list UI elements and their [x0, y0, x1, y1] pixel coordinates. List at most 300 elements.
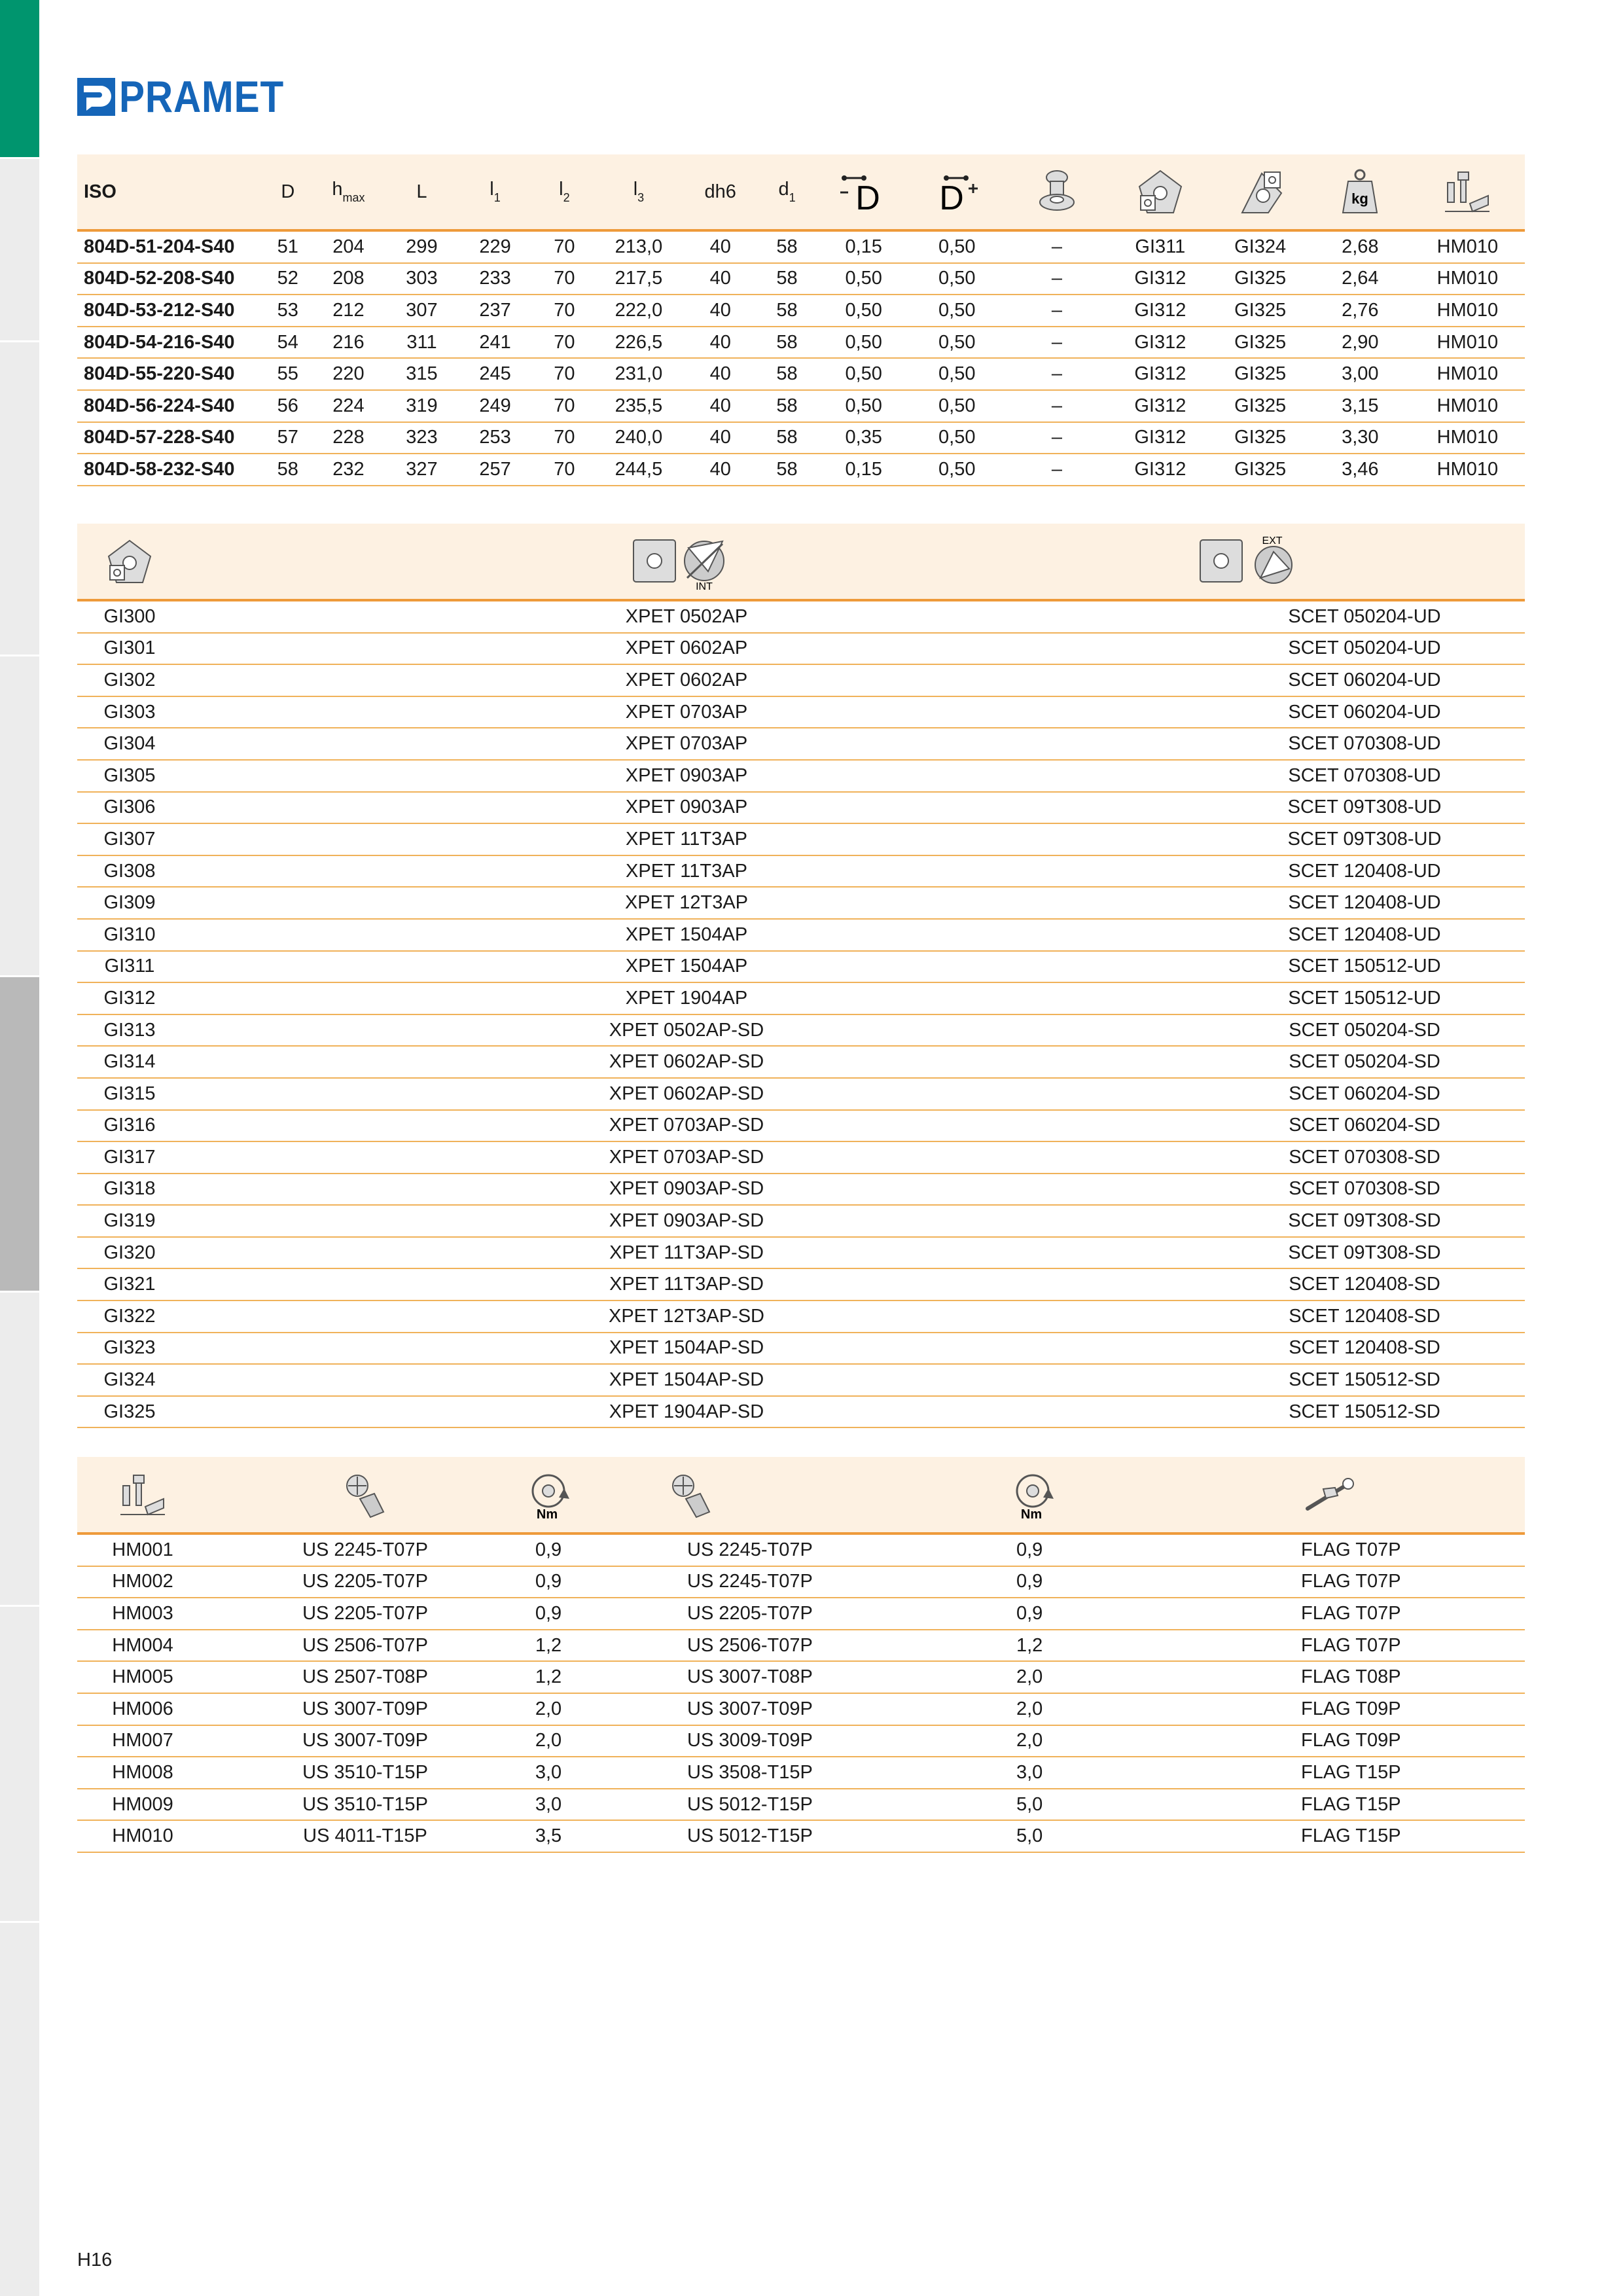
l2-value: 70 — [535, 327, 594, 359]
ext-insert: SCET 070308-UD — [1204, 760, 1525, 792]
spacer-cell — [825, 1078, 1204, 1110]
int-insert: XPET 11T3AP — [548, 823, 825, 855]
svg-text:Nm: Nm — [536, 1507, 558, 1521]
clamp-value: – — [1004, 454, 1111, 486]
l3-value: 222,0 — [594, 295, 683, 327]
screw-1: US 2507-T08P — [208, 1661, 483, 1693]
dh6-value: 40 — [684, 295, 757, 327]
torque-2: 0,9 — [980, 1534, 1170, 1566]
ext-insert: SCET 050204-UD — [1204, 633, 1525, 665]
torque-2: 0,9 — [980, 1566, 1170, 1598]
d-minus-value: 0,50 — [817, 358, 910, 390]
spare-set-code: HM002 — [77, 1566, 208, 1598]
insert-code: GI300 — [77, 600, 182, 633]
ext-insert: SCET 120408-SD — [1204, 1268, 1525, 1300]
insert-code: GI305 — [77, 760, 182, 792]
torque-1: 3,0 — [483, 1757, 614, 1789]
int-insert: XPET 0502AP-SD — [548, 1014, 825, 1047]
clamp-value: – — [1004, 422, 1111, 454]
l2-value: 70 — [535, 230, 594, 263]
wrench: FLAG T09P — [1170, 1693, 1525, 1725]
torque-2: 2,0 — [980, 1661, 1170, 1693]
table-row — [77, 633, 1525, 665]
insert-code: GI324 — [77, 1364, 182, 1396]
table-row — [77, 1725, 1525, 1757]
d-minus-value: 0,50 — [817, 295, 910, 327]
d-minus-value: 0,50 — [817, 263, 910, 295]
screw-1: US 3007-T09P — [208, 1725, 483, 1757]
d-value: 52 — [267, 263, 308, 295]
torque-1: 0,9 — [483, 1566, 614, 1598]
spacer-cell — [182, 1333, 548, 1365]
insert-ext-code: GI325 — [1210, 454, 1310, 486]
int-insert: XPET 1904AP-SD — [548, 1396, 825, 1428]
weight-value: 2,76 — [1310, 295, 1410, 327]
torque-1: 1,2 — [483, 1661, 614, 1693]
spacer-cell — [182, 1046, 548, 1078]
torque-icon — [1007, 1469, 1059, 1521]
table-row — [77, 1534, 1525, 1566]
ext-insert: SCET 060204-SD — [1204, 1078, 1525, 1110]
table-row — [77, 1014, 1525, 1047]
d-value: 58 — [267, 454, 308, 486]
spacer-cell — [182, 696, 548, 728]
torque-2: 5,0 — [980, 1820, 1170, 1852]
header-d: D — [267, 154, 308, 230]
iso-code: 804D-53-212-S40 — [77, 295, 267, 327]
table-row — [77, 230, 1525, 263]
spacer-cell — [825, 728, 1204, 760]
spacer-cell — [182, 951, 548, 983]
l1-value: 229 — [455, 230, 535, 263]
torque-1: 0,9 — [483, 1534, 614, 1566]
table-row — [77, 1333, 1525, 1365]
spacer-cell — [182, 1110, 548, 1142]
d-value: 51 — [267, 230, 308, 263]
insert-code: GI309 — [77, 887, 182, 919]
screw-1: US 2506-T07P — [208, 1630, 483, 1662]
header-wrench — [1170, 1457, 1525, 1534]
table-row — [77, 855, 1525, 888]
iso-code: 804D-52-208-S40 — [77, 263, 267, 295]
hmax-value: 204 — [308, 230, 388, 263]
header-torque-1 — [483, 1457, 614, 1534]
screw-2: US 2245-T07P — [614, 1534, 980, 1566]
wrench-icon — [1301, 1472, 1360, 1518]
int-insert: XPET 11T3AP — [548, 855, 825, 888]
d-minus-value: 0,50 — [817, 327, 910, 359]
insert-code: GI307 — [77, 823, 182, 855]
svg-text:D: D — [939, 179, 965, 215]
spare-set-code: HM008 — [77, 1757, 208, 1789]
insert-ext-code: GI324 — [1210, 230, 1310, 263]
table-row — [77, 1789, 1525, 1821]
iso-code: 804D-57-228-S40 — [77, 422, 267, 454]
header-l2: $l_2$ — [535, 154, 594, 230]
torque-2: 0,9 — [980, 1598, 1170, 1630]
l2-value: 70 — [535, 454, 594, 486]
weight-value: 2,90 — [1310, 327, 1410, 359]
weight-value: 2,68 — [1310, 230, 1410, 263]
ext-insert: SCET 09T308-UD — [1204, 823, 1525, 855]
insert-code: GI319 — [77, 1205, 182, 1237]
table-row — [77, 1693, 1525, 1725]
table-row — [77, 982, 1525, 1014]
torque-2: 2,0 — [980, 1725, 1170, 1757]
spacer-cell — [825, 823, 1204, 855]
d1-value: 58 — [757, 390, 817, 422]
table-row — [77, 664, 1525, 696]
iso-code: 804D-54-216-S40 — [77, 327, 267, 359]
hmax-value: 208 — [308, 263, 388, 295]
header-insert-code — [77, 524, 182, 600]
spacer-cell — [825, 1141, 1204, 1174]
svg-text:EXT: EXT — [1262, 535, 1283, 547]
spacer-cell — [182, 1268, 548, 1300]
header-dh6: dh6 — [684, 154, 757, 230]
d1-value: 58 — [757, 358, 817, 390]
header-weight — [1310, 154, 1410, 230]
insert-code: GI311 — [77, 951, 182, 983]
insert-int-code: GI312 — [1110, 263, 1210, 295]
ext-insert: SCET 120408-UD — [1204, 887, 1525, 919]
header-screw-2 — [614, 1457, 980, 1534]
int-insert: XPET 0903AP-SD — [548, 1205, 825, 1237]
int-insert: XPET 1504AP-SD — [548, 1364, 825, 1396]
insert-code: GI315 — [77, 1078, 182, 1110]
table-row — [77, 263, 1525, 295]
ext-insert: SCET 120408-SD — [1204, 1300, 1525, 1333]
spacer-cell — [825, 1396, 1204, 1428]
ext-insert: SCET 150512-UD — [1204, 951, 1525, 983]
insert-ext-code: GI325 — [1210, 358, 1310, 390]
spacer-cell — [182, 1205, 548, 1237]
ext-insert: SCET 050204-UD — [1204, 600, 1525, 633]
d-value: 55 — [267, 358, 308, 390]
d-value: 53 — [267, 295, 308, 327]
screw-2: US 2205-T07P — [614, 1598, 980, 1630]
insert-ext-code: GI325 — [1210, 263, 1310, 295]
d1-value: 58 — [757, 295, 817, 327]
table-row — [77, 600, 1525, 633]
spacer-cell — [182, 792, 548, 824]
spacer-cell — [825, 1333, 1204, 1365]
spacer-cell — [182, 823, 548, 855]
l-value: 311 — [389, 327, 455, 359]
ext-insert: SCET 060204-UD — [1204, 696, 1525, 728]
d1-value: 58 — [757, 454, 817, 486]
torque-1: 3,5 — [483, 1820, 614, 1852]
table-row — [77, 1046, 1525, 1078]
spacer-cell — [825, 951, 1204, 983]
svg-text:kg: kg — [1351, 190, 1369, 207]
hmax-value: 220 — [308, 358, 388, 390]
dh6-value: 40 — [684, 390, 757, 422]
int-insert: XPET 0703AP — [548, 696, 825, 728]
insert-code: GI310 — [77, 919, 182, 951]
spare-parts-table — [77, 1457, 1525, 1853]
l3-value: 213,0 — [594, 230, 683, 263]
table-row — [77, 1078, 1525, 1110]
header-d1: $d_1$ — [757, 154, 817, 230]
insert-code-icon — [105, 537, 154, 586]
d-plus-value: 0,50 — [910, 327, 1004, 359]
dh6-value: 40 — [684, 263, 757, 295]
table-row — [77, 1300, 1525, 1333]
screw-2: US 3007-T09P — [614, 1693, 980, 1725]
header-l3: $l_3$ — [594, 154, 683, 230]
spacer-cell — [825, 1237, 1204, 1269]
hmax-value: 216 — [308, 327, 388, 359]
table-row — [77, 1141, 1525, 1174]
l3-value: 231,0 — [594, 358, 683, 390]
insert-int-code: GI312 — [1110, 358, 1210, 390]
screw-1: US 3510-T15P — [208, 1789, 483, 1821]
ext-insert: SCET 070308-SD — [1204, 1141, 1525, 1174]
spare-set-code: HM005 — [77, 1661, 208, 1693]
insert-code: GI314 — [77, 1046, 182, 1078]
table-row — [77, 1630, 1525, 1662]
int-insert: XPET 0602AP — [548, 664, 825, 696]
int-insert: XPET 0903AP — [548, 792, 825, 824]
table-row — [77, 887, 1525, 919]
dh6-value: 40 — [684, 422, 757, 454]
table-row — [77, 728, 1525, 760]
table-row — [77, 951, 1525, 983]
l-value: 315 — [389, 358, 455, 390]
d-plus-value: 0,50 — [910, 295, 1004, 327]
spacer-cell — [825, 1300, 1204, 1333]
dh6-value: 40 — [684, 358, 757, 390]
ext-insert: SCET 120408-UD — [1204, 855, 1525, 888]
wrench: FLAG T08P — [1170, 1661, 1525, 1693]
l-value: 319 — [389, 390, 455, 422]
insert-int-code: GI312 — [1110, 327, 1210, 359]
weight-value: 2,64 — [1310, 263, 1410, 295]
insert-code: GI304 — [77, 728, 182, 760]
insert-int-icon — [1135, 167, 1185, 217]
table-row — [77, 1268, 1525, 1300]
d-plus-value: 0,50 — [910, 263, 1004, 295]
torque-2: 1,2 — [980, 1630, 1170, 1662]
table-row — [77, 454, 1525, 486]
insert-code: GI323 — [77, 1333, 182, 1365]
spacer-cell — [825, 1364, 1204, 1396]
insert-int-code: GI311 — [1110, 230, 1210, 263]
weight-value: 3,46 — [1310, 454, 1410, 486]
insert-ext-code: GI325 — [1210, 422, 1310, 454]
hmax-value: 212 — [308, 295, 388, 327]
l-value: 303 — [389, 263, 455, 295]
insert-ext-code: GI325 — [1210, 327, 1310, 359]
pramet-logo — [77, 74, 311, 120]
spare-set-code: HM010 — [1410, 454, 1525, 486]
spacer-cell — [825, 600, 1204, 633]
table-row — [77, 696, 1525, 728]
l3-value: 226,5 — [594, 327, 683, 359]
header-d-minus — [817, 154, 910, 230]
header-ext — [1204, 524, 1525, 600]
spacer-cell — [182, 633, 548, 665]
header-l1: $l_1$ — [455, 154, 535, 230]
insert-int-code: GI312 — [1110, 422, 1210, 454]
clamp-value: – — [1004, 295, 1111, 327]
int-insert: XPET 0502AP — [548, 600, 825, 633]
insert-ext-icon — [1236, 167, 1285, 217]
torque-1: 1,2 — [483, 1630, 614, 1662]
d-plus-value: 0,50 — [910, 422, 1004, 454]
screw-1: US 4011-T15P — [208, 1820, 483, 1852]
table-row — [77, 919, 1525, 951]
weight-value: 3,00 — [1310, 358, 1410, 390]
screw-2: US 5012-T15P — [614, 1789, 980, 1821]
dh6-value: 40 — [684, 454, 757, 486]
spacer-cell — [825, 887, 1204, 919]
int-insert: XPET 12T3AP-SD — [548, 1300, 825, 1333]
screw-2: US 3007-T08P — [614, 1661, 980, 1693]
dh6-value: 40 — [684, 327, 757, 359]
insert-ext-icon — [1198, 532, 1309, 591]
d1-value: 58 — [757, 327, 817, 359]
l-value: 327 — [389, 454, 455, 486]
int-insert: XPET 11T3AP-SD — [548, 1268, 825, 1300]
brand-name: PRAMET — [119, 72, 285, 122]
l1-value: 249 — [455, 390, 535, 422]
ext-insert: SCET 050204-SD — [1204, 1046, 1525, 1078]
int-insert: XPET 0602AP-SD — [548, 1046, 825, 1078]
insert-code: GI321 — [77, 1268, 182, 1300]
torque-1: 2,0 — [483, 1693, 614, 1725]
screw-2: US 2245-T07P — [614, 1566, 980, 1598]
clamp-value: – — [1004, 358, 1111, 390]
tool-dimensions-table — [77, 154, 1525, 486]
l2-value: 70 — [535, 422, 594, 454]
table-row — [77, 1205, 1525, 1237]
table-row — [77, 1661, 1525, 1693]
d-value: 54 — [267, 327, 308, 359]
spare-set-code: HM010 — [1410, 230, 1525, 263]
header-insert-int — [1110, 154, 1210, 230]
spare-parts-icon — [118, 1470, 168, 1520]
table-row — [77, 1598, 1525, 1630]
d-minus-value: 0,15 — [817, 454, 910, 486]
screw-1: US 3007-T09P — [208, 1693, 483, 1725]
table-row — [77, 760, 1525, 792]
spacer-cell — [182, 1237, 548, 1269]
int-insert: XPET 0703AP — [548, 728, 825, 760]
d-minus-tolerance-icon — [838, 169, 890, 215]
insert-code: GI318 — [77, 1174, 182, 1206]
svg-text:INT: INT — [696, 581, 713, 591]
insert-int-code: GI312 — [1110, 454, 1210, 486]
table-row — [77, 1820, 1525, 1852]
d-value: 56 — [267, 390, 308, 422]
header-screw-1 — [208, 1457, 483, 1534]
insert-code: GI306 — [77, 792, 182, 824]
spacer-cell — [825, 792, 1204, 824]
wrench: FLAG T07P — [1170, 1534, 1525, 1566]
l1-value: 241 — [455, 327, 535, 359]
insert-int-code: GI312 — [1110, 295, 1210, 327]
header-clamp — [1004, 154, 1111, 230]
weight-value: 3,30 — [1310, 422, 1410, 454]
iso-code: 804D-58-232-S40 — [77, 454, 267, 486]
ext-insert: SCET 150512-UD — [1204, 982, 1525, 1014]
pramet-logo-icon — [77, 78, 115, 116]
header-iso: ISO — [77, 154, 267, 230]
insert-code: GI313 — [77, 1014, 182, 1047]
l1-value: 253 — [455, 422, 535, 454]
spare-set-code: HM001 — [77, 1534, 208, 1566]
l1-value: 245 — [455, 358, 535, 390]
iso-code: 804D-56-224-S40 — [77, 390, 267, 422]
spare-set-code: HM010 — [1410, 358, 1525, 390]
insert-code: GI320 — [77, 1237, 182, 1269]
screw-2: US 3009-T09P — [614, 1725, 980, 1757]
d-minus-value: 0,50 — [817, 390, 910, 422]
l2-value: 70 — [535, 358, 594, 390]
spacer-cell — [825, 1205, 1204, 1237]
weight-value: 3,15 — [1310, 390, 1410, 422]
spare-set-code: HM003 — [77, 1598, 208, 1630]
table-row — [77, 1396, 1525, 1428]
spacer-cell — [825, 1268, 1204, 1300]
side-tab-strip — [0, 0, 39, 2296]
ext-insert: SCET 150512-SD — [1204, 1396, 1525, 1428]
insert-code: GI301 — [77, 633, 182, 665]
spacer-cell — [182, 728, 548, 760]
spacer-cell — [182, 1014, 548, 1047]
int-insert: XPET 1504AP — [548, 951, 825, 983]
table-row — [77, 390, 1525, 422]
spacer-cell — [182, 1141, 548, 1174]
spacer-cell — [182, 664, 548, 696]
weight-icon — [1340, 167, 1380, 217]
wrench: FLAG T15P — [1170, 1789, 1525, 1821]
header-torque-2 — [980, 1457, 1170, 1534]
header-spare-parts — [1410, 154, 1525, 230]
int-insert: XPET 0602AP-SD — [548, 1078, 825, 1110]
torque-1: 2,0 — [483, 1725, 614, 1757]
d-plus-value: 0,50 — [910, 230, 1004, 263]
screw-1: US 2245-T07P — [208, 1534, 483, 1566]
table-row — [77, 1757, 1525, 1789]
d1-value: 58 — [757, 422, 817, 454]
table-header-row — [77, 1457, 1525, 1534]
spacer-cell — [182, 887, 548, 919]
side-tab-section — [0, 977, 39, 1291]
spacer-cell — [825, 919, 1204, 951]
insert-code: GI325 — [77, 1396, 182, 1428]
table-row — [77, 1364, 1525, 1396]
ext-insert: SCET 060204-SD — [1204, 1110, 1525, 1142]
l2-value: 70 — [535, 263, 594, 295]
torque-1: 3,0 — [483, 1789, 614, 1821]
insert-int-code: GI312 — [1110, 390, 1210, 422]
spare-set-code: HM010 — [77, 1820, 208, 1852]
l2-value: 70 — [535, 295, 594, 327]
insert-code: GI303 — [77, 696, 182, 728]
table-row — [77, 1237, 1525, 1269]
int-insert: XPET 0703AP-SD — [548, 1110, 825, 1142]
l1-value: 237 — [455, 295, 535, 327]
torque-2: 3,0 — [980, 1757, 1170, 1789]
d-plus-value: 0,50 — [910, 358, 1004, 390]
spacer-cell — [182, 1300, 548, 1333]
header-int — [548, 524, 825, 600]
spare-parts-icon — [1442, 167, 1492, 217]
table-row — [77, 295, 1525, 327]
